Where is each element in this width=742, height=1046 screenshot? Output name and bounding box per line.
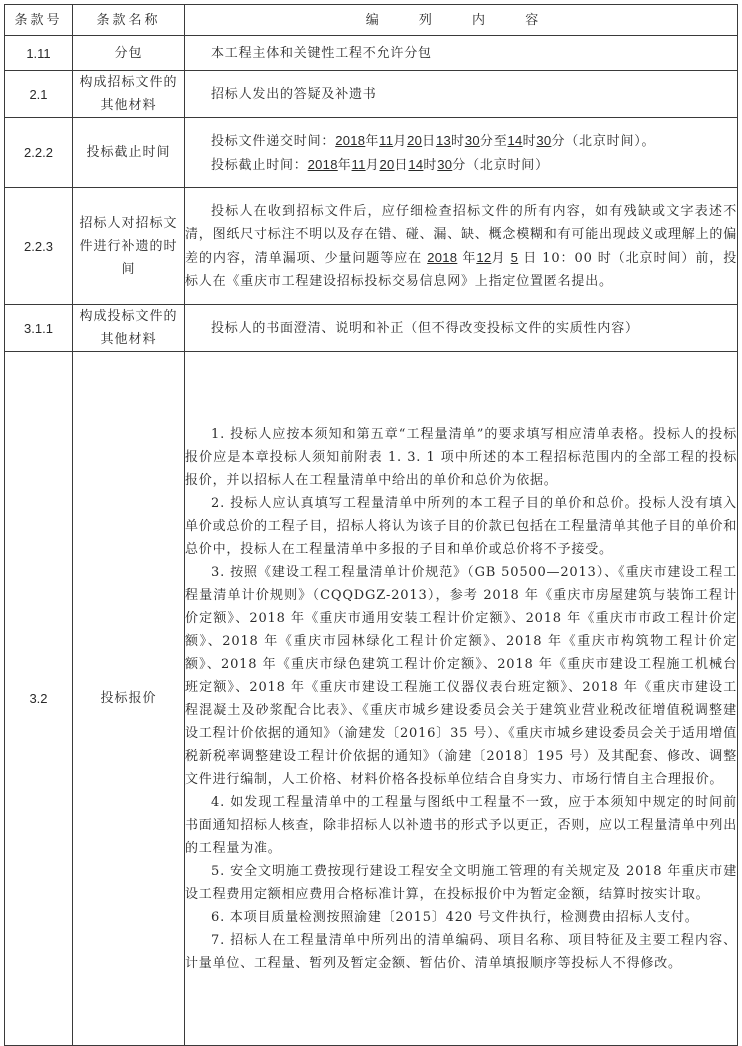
header-content: 编 列 内 容 — [185, 5, 738, 36]
table-row — [5, 118, 738, 188]
clause-name: 构成投标文件的其他材料 — [73, 305, 185, 352]
pricing-paragraph-7: 7. 招标人在工程量清单中所列出的清单编码、项目名称、项目特征及主要工程内容、计量单位、工程量、暂列及暂定金额、暂估价、清单填报顺序等投标人不得修改。 — [185, 932, 737, 971]
header-clause-number: 条款号 — [5, 5, 73, 36]
header-clause-name: 条款名称 — [73, 5, 185, 36]
table-row — [5, 305, 738, 352]
pricing-paragraph-5: 5. 安全文明施工费按现行建设工程安全文明施工管理的有关规定及 2018 年重庆市建设工程费用定额相应费用合格标准计算，在投标报价中为暂定金额，结算时按实计取。 — [185, 863, 737, 902]
table-row — [5, 352, 738, 1046]
table-row — [5, 188, 738, 305]
clause-number: 2.2.3 — [5, 188, 73, 305]
pricing-paragraph-4: 4. 如发现工程量清单中的工程量与图纸中工程量不一致，应于本须知中规定的时间前书面通知招标人核查，除非招标人以补遗书的形式予以更正，否则，应以工程量清单中列出的工程量为准。 — [185, 794, 738, 856]
clause-name: 招标人对招标文件进行补遗的时间 — [73, 188, 185, 305]
pricing-paragraph-6: 6. 本项目质量检测按照渝建〔2015〕420 号文件执行，检测费由招标人支付。 — [211, 909, 699, 925]
pricing-paragraph-2: 2. 投标人应认真填写工程量清单中所列的本工程子目的单价和总价。投标人没有填入单价或总价的工程子目，招标人将认为该子目的价款已包括在工程量清单其他子目的单价和总价中，投标人在工程量清单中多报的子目和单价或总价将不予接受。 — [185, 495, 738, 557]
deadline-time-text: 投标截止时间：2018年11月20日14时30分（北京时间） — [211, 156, 549, 173]
table-header-row — [5, 5, 738, 36]
clause-number: 2.2.2 — [5, 118, 73, 188]
submission-time-text: 投标文件递交时间：2018年11月20日13时30分至14时30分（北京时间）。 — [211, 132, 656, 149]
clause-number: 1.11 — [5, 36, 73, 71]
table-row — [5, 36, 738, 71]
clause-content: 本工程主体和关键性工程不允许分包 — [185, 36, 738, 71]
table-row — [5, 71, 738, 118]
clause-number: 3.2 — [5, 352, 73, 1046]
clause-number: 3.1.1 — [5, 305, 73, 352]
clause-name: 投标截止时间 — [73, 118, 185, 188]
clause-content: 投标人在收到招标文件后，应仔细检查招标文件的所有内容，如有残缺或文字表述不清，图纸尺寸标注不明以及存在错、碰、漏、缺、概念模糊和有可能出现歧义或理解上的偏差的内容，清单漏项、少量问题等应在 2018 年12月 5 日 10：00 时（北京时间）前，投标人在《重庆市工程建设招标投标交易信息网》上指定位置匿名提出。 — [185, 188, 738, 305]
pricing-paragraph-3: 3. 按照《建设工程工程量清单计价规范》（GB 50500—2013）、《重庆市建设工程工程量清单计价规则》（CQQDGZ-2013），参考 2018 年《重庆市房屋建筑与装饰工程计价定额》、2018 年《重庆市通用安装工程计价定额》、2018 年《重庆市市政工程计价定额》、2018 年《重庆市园林绿化工程计价定额》、2018 年《重庆市构筑物工程计价定额》、2018 年《重庆市绿色建筑工程计价定额》、2018 年《重庆市建设工程施工机械台班定额》、2018 年《重庆市建设工程施工仪器仪表台班定额》、2018 年《重庆市建设工程混凝土及砂浆配合比表》、《重庆市城乡建设委员会关于建筑业营业税改征增值税调整建设工程计价依据的通知》（渝建发〔2016〕35 号）、《重庆市城乡建设委员会关于适用增值税新税率调整建设工程计价依据的通知》（渝建〔2018〕195 号）及其配套、修改、调整文件进行编制，人工价格、材料价格各投标单位结合自身实力、市场行情自主合理报价。 — [185, 564, 737, 787]
clause-number: 2.1 — [5, 71, 73, 118]
clause-name: 构成招标文件的其他材料 — [73, 71, 185, 118]
clause-content: 投标人的书面澄清、说明和补正（但不得改变投标文件的实质性内容） — [185, 305, 738, 352]
clause-content — [185, 352, 738, 1046]
pricing-paragraph-1: 1. 投标人应按本须知和第五章“工程量清单”的要求填写相应清单表格。投标人的投标报价应是本章投标人须知前附表 1. 3. 1 项中所述的本工程招标范围内的全部工程的投标报价，并以招标人在工程量清单中给出的单价和总价为依据。 — [185, 426, 737, 488]
clause-content: 招标人发出的答疑及补遗书 — [185, 71, 738, 118]
bid-clauses-table — [4, 4, 738, 1046]
clause-name: 分包 — [73, 36, 185, 71]
clause-content — [185, 118, 738, 188]
clause-name: 投标报价 — [73, 352, 185, 1046]
